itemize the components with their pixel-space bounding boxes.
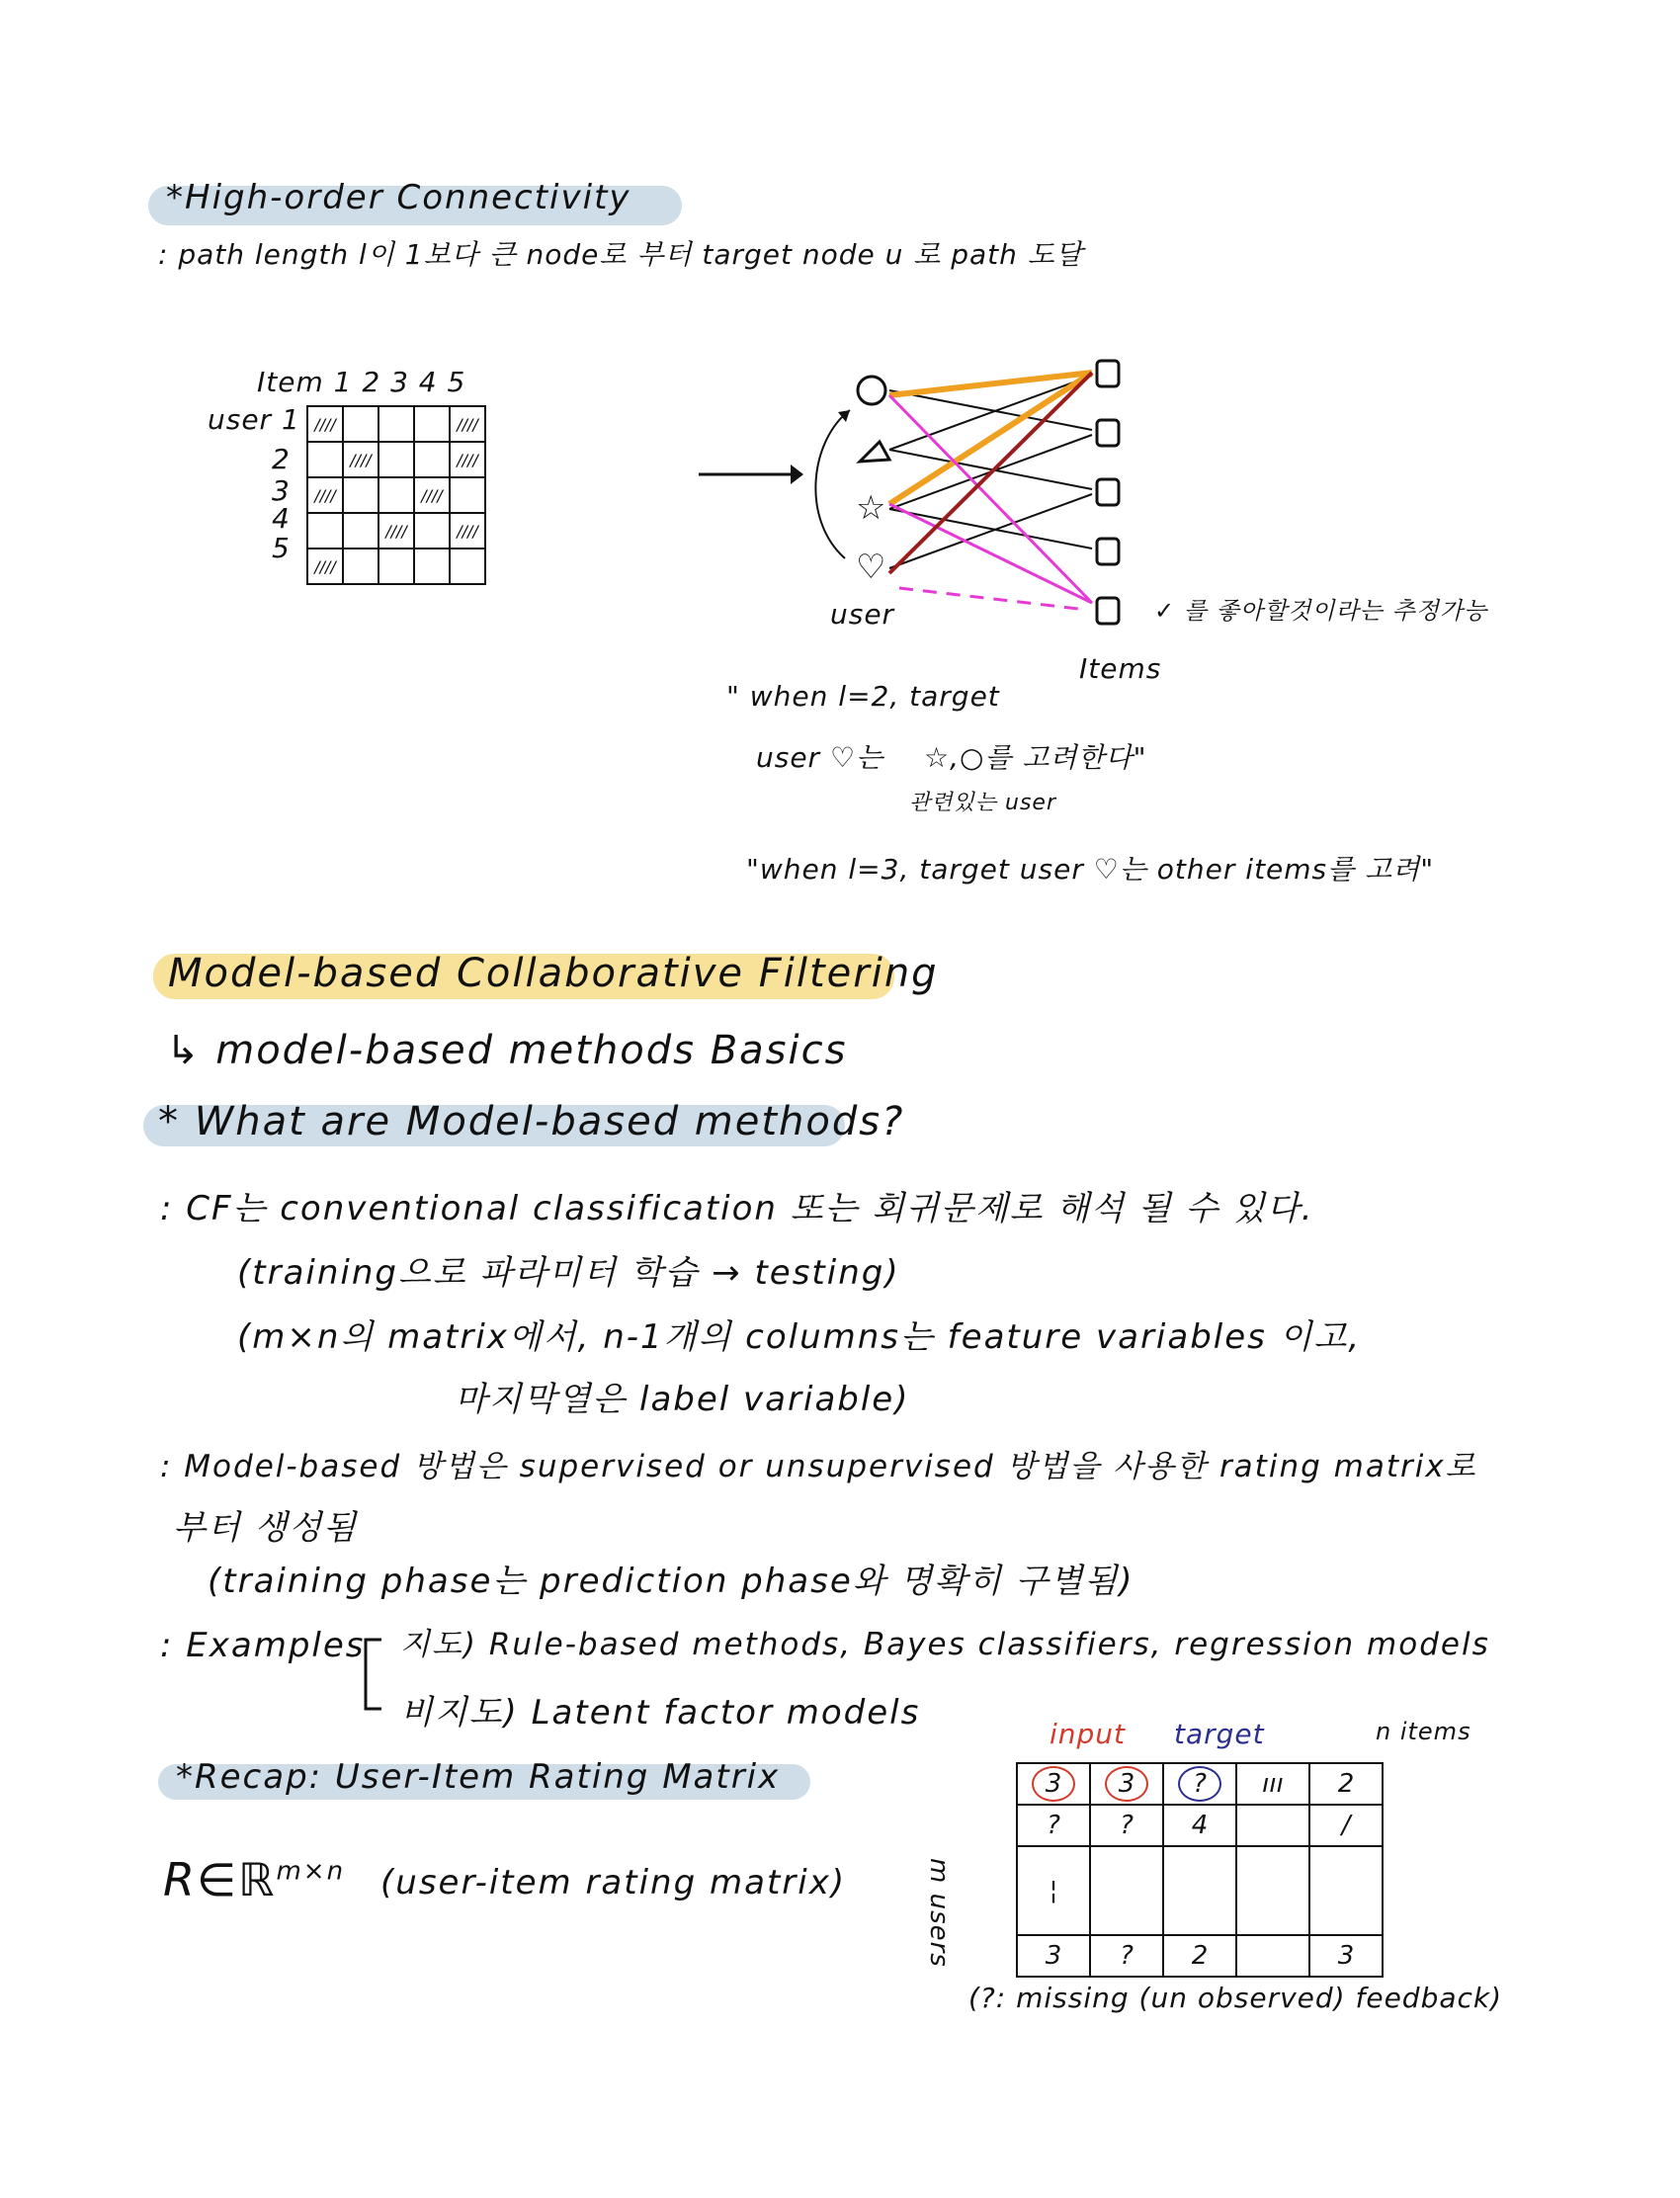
matrix2-cell xyxy=(1163,1846,1236,1935)
item-node xyxy=(1097,598,1119,624)
matrix2-cell xyxy=(1236,1935,1309,1977)
matrix2-cell xyxy=(1309,1846,1383,1935)
body-line-3: (m×n의 matrix에서, n-1개의 columns는 feature variables 이고, xyxy=(237,1317,1362,1357)
matrix2-input-label: input xyxy=(1050,1718,1127,1750)
matrix1-mark: //// xyxy=(343,442,378,477)
matrix1-mark: //// xyxy=(307,549,343,584)
bracket-icon xyxy=(358,1636,387,1715)
matrix2-cell xyxy=(1163,1763,1236,1805)
matrix2-target-label: target xyxy=(1174,1718,1265,1750)
matrix1-row-2: 2 xyxy=(272,443,291,475)
section3-formula-sup: m×n xyxy=(276,1856,346,1887)
matrix2-n-items: n items xyxy=(1376,1718,1471,1745)
graph-items-label: Items xyxy=(1079,652,1162,685)
matrix1-mark: //// xyxy=(307,406,343,442)
matrix2-cell: 2 xyxy=(1309,1763,1383,1805)
user-item-matrix-small xyxy=(306,405,486,585)
quote1-line1: " when l=2, target xyxy=(726,680,1000,713)
section3-formula-base: R∈ℝ xyxy=(163,1853,277,1906)
matrix2-cell xyxy=(1236,1846,1309,1935)
matrix1-mark: //// xyxy=(378,513,414,549)
matrix2-cell xyxy=(1236,1805,1309,1846)
matrix1-item-label: Item 1 2 3 4 5 xyxy=(257,366,466,398)
matrix2-cell xyxy=(1090,1846,1163,1935)
section3-title: *Recap: User-Item Rating Matrix xyxy=(176,1757,781,1797)
body-line-7: (training phase는 prediction phase와 명확히 구별됨) xyxy=(208,1562,1134,1601)
graph-check-note: ✓ 를 좋아할것이라는 추정가능 xyxy=(1154,597,1488,625)
item-node xyxy=(1097,361,1119,386)
matrix1-row-3: 3 xyxy=(272,474,291,507)
example-supervised: 지도) Rule-based methods, Bayes classifiers, regression models xyxy=(400,1627,1490,1662)
matrix2-cell: 2 xyxy=(1163,1935,1236,1977)
quote1-note: 관련있는 user xyxy=(909,791,1056,815)
matrix1-mark: //// xyxy=(450,406,485,442)
example-unsupervised: 비지도) Latent factor models xyxy=(400,1693,921,1733)
matrix1-mark: //// xyxy=(450,513,485,549)
matrix2-cell: ? xyxy=(1017,1805,1090,1846)
matrix2-cell xyxy=(1017,1763,1090,1805)
arrow-right-icon xyxy=(697,460,805,489)
item-node xyxy=(1097,420,1119,446)
matrix2-cell: ııı xyxy=(1236,1763,1309,1805)
matrix2-cell: ? xyxy=(1090,1935,1163,1977)
user-node-heart: ♡ xyxy=(856,548,886,587)
matrix2-cell: 3 xyxy=(1309,1935,1383,1977)
matrix2-footnote: (?: missing (un observed) feedback) xyxy=(968,1982,1503,2014)
section3-formula-note: (user-item rating matrix) xyxy=(380,1863,847,1902)
matrix2-cell: ? xyxy=(1090,1805,1163,1846)
matrix2-cell: / xyxy=(1309,1805,1383,1846)
body-line-1: : CF는 conventional classification 또는 회귀문제로 해석 될 수 있다. xyxy=(160,1189,1314,1228)
user-node-star: ☆ xyxy=(856,488,886,528)
item-node xyxy=(1097,479,1119,505)
matrix1-row-4: 4 xyxy=(272,502,291,535)
body-line-2: (training으로 파라미터 학습 → testing) xyxy=(237,1253,900,1293)
target-circle: ? xyxy=(1178,1766,1221,1802)
matrix1-mark: //// xyxy=(450,442,485,477)
examples-label: : Examples xyxy=(160,1626,366,1665)
input-circle: 3 xyxy=(1105,1766,1148,1802)
matrix1-user-label: user 1 xyxy=(208,403,300,436)
user-item-rating-matrix xyxy=(1016,1762,1384,1978)
quote1-line2: user ♡는 xyxy=(756,741,884,774)
quote1-line2b: ☆,○를 고려한다" xyxy=(924,741,1147,774)
matrix1-row-5: 5 xyxy=(272,532,291,564)
section1-desc: : path length l이 1보다 큰 node로 부터 target node u 로 path 도달 xyxy=(158,238,1083,271)
matrix2-m-users: m users xyxy=(924,1858,954,1968)
bipartite-graph xyxy=(791,351,1136,628)
body-line-6: 부터 생성됨 xyxy=(173,1508,359,1548)
matrix2-cell: ¦ xyxy=(1017,1846,1090,1935)
quote2: "when l=3, target user ♡는 other items를 고려" xyxy=(746,853,1435,886)
user-node-circle xyxy=(858,377,885,404)
body-line-4: 마지막열은 label variable) xyxy=(455,1380,910,1419)
matrix2-cell: 4 xyxy=(1163,1805,1236,1846)
section2-question: * What are Model-based methods? xyxy=(158,1099,905,1144)
graph-user-label: user xyxy=(830,598,895,631)
matrix1-mark: //// xyxy=(414,477,450,513)
body-line-5: : Model-based 방법은 supervised or unsupervised 방법을 사용한 rating matrix로 xyxy=(160,1449,1477,1484)
section1-title: *High-order Connectivity xyxy=(166,178,631,217)
input-circle: 3 xyxy=(1032,1766,1075,1802)
matrix2-cell: 3 xyxy=(1017,1935,1090,1977)
section2-title: Model-based Collaborative Filtering xyxy=(168,951,939,996)
section3-formula xyxy=(163,1853,345,1906)
matrix1-mark: //// xyxy=(307,477,343,513)
item-node xyxy=(1097,539,1119,564)
matrix2-cell xyxy=(1090,1763,1163,1805)
user-node-triangle xyxy=(860,442,889,462)
section2-sub: ↳ model-based methods Basics xyxy=(166,1028,848,1073)
